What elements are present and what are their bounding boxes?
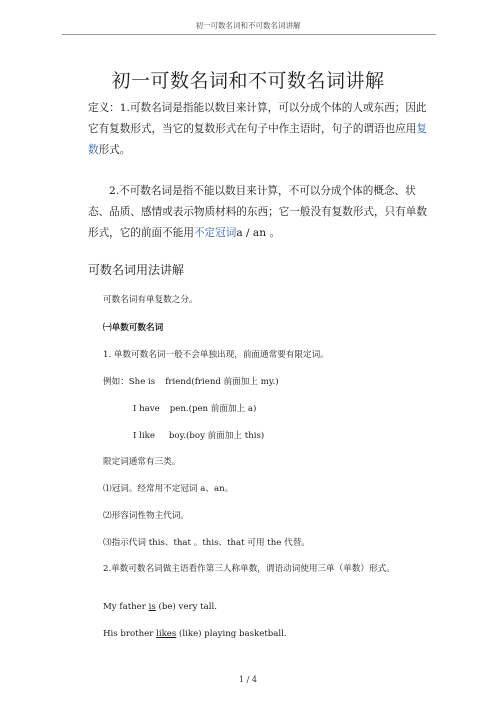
- example-3-subject: I like: [133, 431, 155, 441]
- indefinite-article-link[interactable]: 不定冠词: [193, 227, 237, 239]
- example-2-subject: I have: [133, 404, 160, 414]
- document-title: 初一可数名词和不可数名词讲解: [111, 70, 385, 92]
- definition-paragraph-2: [88, 181, 428, 244]
- determiner-intro: 限定词通常有三类。: [103, 457, 181, 467]
- rule-1: 1. 单数可数名词一般不会单独出现，前面通常要有限定词。: [103, 350, 329, 360]
- running-header: 初一可数名词和不可数名词讲解: [195, 21, 301, 30]
- example-line-2: [133, 403, 256, 415]
- rule-2: 2.单数可数名词做主语看作第三人称单数，谓语动词使用三单（单数）形式。: [103, 564, 395, 574]
- sentence-1-answer: is: [148, 602, 156, 612]
- definition-text: 定义：1.可数名词是指能以数目来计算，可以分成个体的人或东西；因此它有复数形式，当它的复数形式在句子中作主语时，句子的谓语也应用: [88, 102, 427, 135]
- sentence-1-start: My father: [103, 602, 149, 612]
- definition-text-end: 形式。: [98, 144, 131, 156]
- example-2-text: pen.(pen 前面加上 a): [169, 404, 257, 414]
- sentence-2-end: (like) playing basketball.: [176, 629, 287, 639]
- sentence-2-answer: likes: [156, 629, 177, 639]
- sentence-2: [103, 628, 287, 640]
- header-rule: [62, 34, 436, 35]
- example-line-3: [133, 430, 264, 442]
- intro-text: 可数名词有单复数之分。: [103, 295, 198, 305]
- determiner-1: ⑴冠词。经常用不定冠词 a、an。: [103, 484, 234, 494]
- example-line-1: [103, 376, 279, 388]
- sentence-1: [103, 601, 217, 613]
- definition-text-end: a / an 。: [236, 227, 281, 239]
- definition-text: 2.不可数名词是指不能以数目来计算，不可以分成个体的概念、状态、品质、感情或表示物质材料的东西；它一般没有复数形式，只有单数形式，它的前面不能用: [88, 185, 427, 239]
- determiner-3: ⑶指示代词 this、that 。this、that 可用 the 代替。: [103, 538, 310, 548]
- determiner-2: ⑵形容词性物主代词。: [103, 511, 189, 521]
- example-3-text: boy.(boy 前面加上 this): [168, 431, 265, 441]
- example-1-text: friend(friend 前面加上 my.): [165, 377, 279, 387]
- page-number: 1 / 4: [239, 675, 257, 684]
- subheading-singular: ㈠单数可数名词: [103, 323, 164, 333]
- definition-paragraph-1: [88, 98, 428, 161]
- sentence-2-start: His brother: [103, 629, 157, 639]
- plural-link[interactable]: 复数: [88, 123, 427, 156]
- sentence-1-end: (be) very tall.: [155, 602, 217, 612]
- example-label: 例如：She is: [103, 377, 156, 387]
- section-heading: 可数名词用法讲解: [88, 263, 185, 277]
